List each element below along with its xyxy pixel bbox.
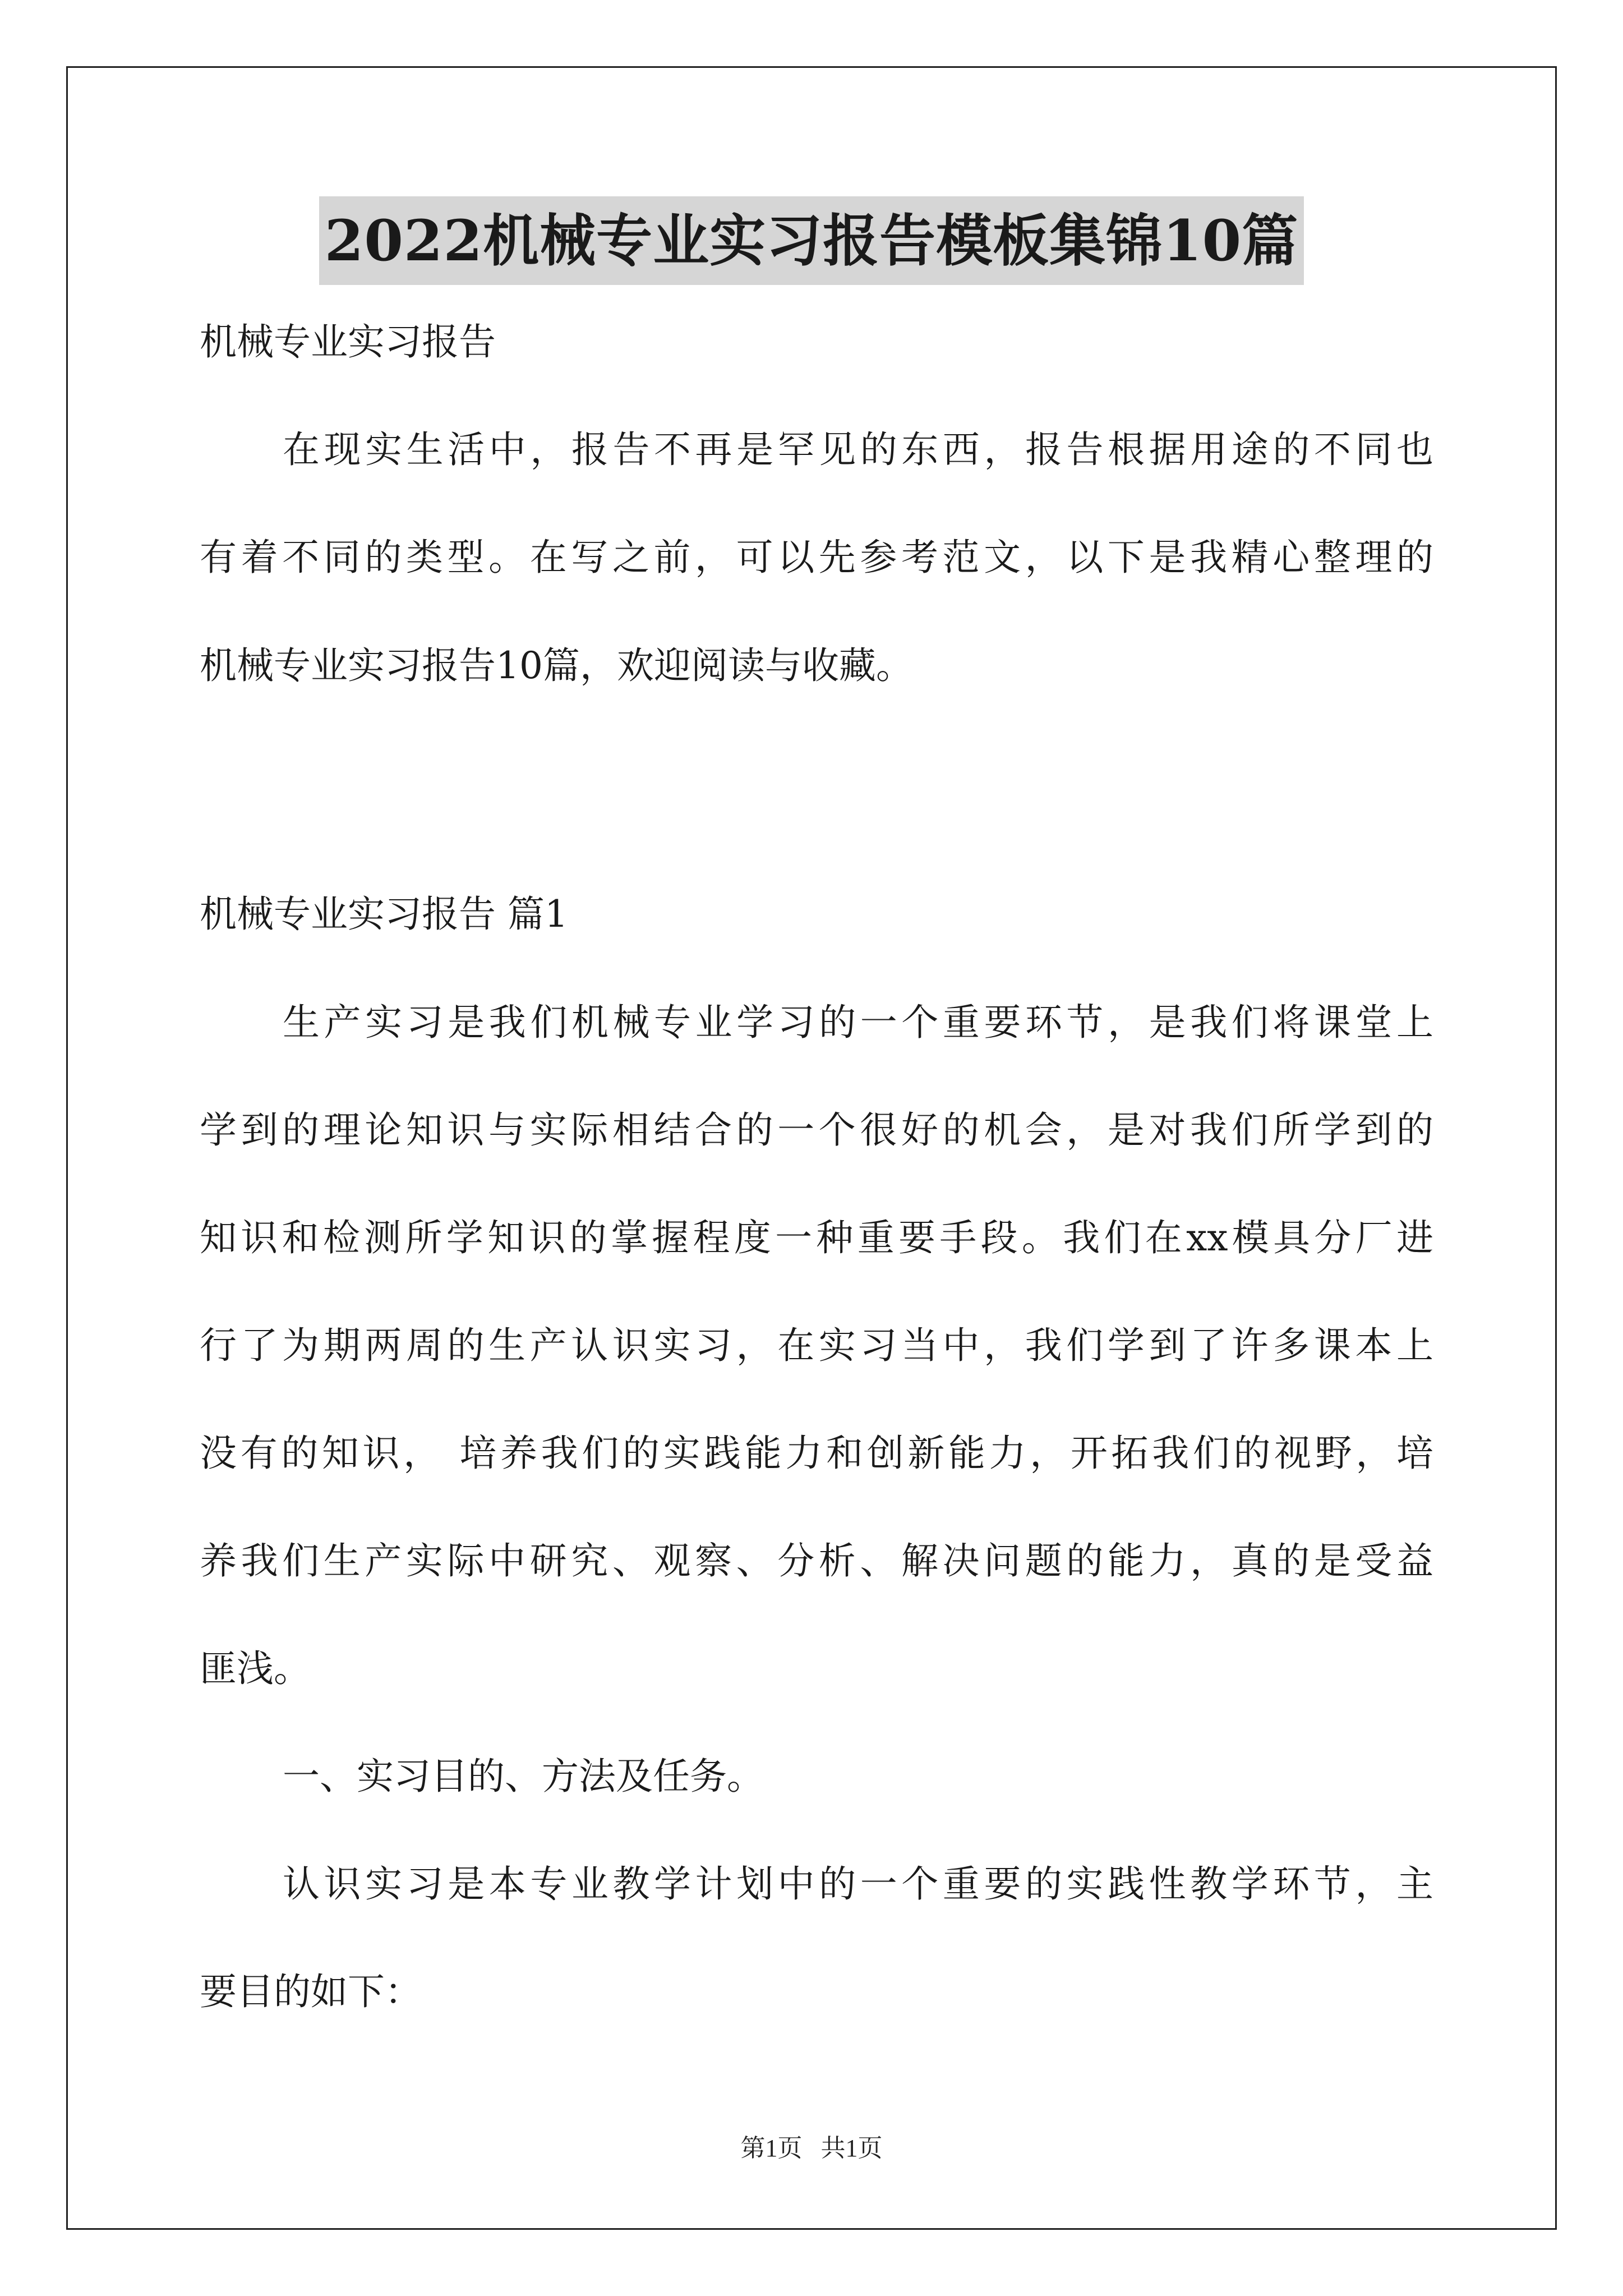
section1-para1-line-2: 学到的理论知识与实际相结合的一个很好的机会，是对我们所学到的 xyxy=(200,1108,1433,1152)
title-container xyxy=(0,196,1623,285)
section1-para1-line-1: 生产实习是我们机械专业学习的一个重要环节，是我们将课堂上 xyxy=(283,1001,1433,1044)
intro-line-2: 有着不同的类型。在写之前，可以先参考范文，以下是我精心整理的 xyxy=(200,536,1433,579)
section1-subheading: 一、实习目的、方法及任务。 xyxy=(283,1755,764,1798)
section1-para1-line-3: 知识和检测所学知识的掌握程度一种重要手段。我们在xx模具分厂进 xyxy=(200,1216,1433,1259)
section1-para1-line-6: 养我们生产实际中研究、观察、分析、解决问题的能力，真的是受益 xyxy=(200,1539,1433,1582)
intro-line-3: 机械专业实习报告10篇，欢迎阅读与收藏。 xyxy=(200,644,913,687)
section1-heading: 机械专业实习报告 篇1 xyxy=(200,892,568,936)
page-footer: 第1页 共1页 xyxy=(740,2134,883,2162)
intro-heading: 机械专业实习报告 xyxy=(200,320,496,364)
section1-para1-line-7: 匪浅。 xyxy=(200,1647,311,1690)
document-title: 2022机械专业实习报告模板集锦10篇 xyxy=(319,196,1304,285)
section1-para2-line-1: 认识实习是本专业教学计划中的一个重要的实践性教学环节，主 xyxy=(283,1862,1433,1906)
intro-line-1: 在现实生活中，报告不再是罕见的东西，报告根据用途的不同也 xyxy=(283,428,1433,471)
section1-para1-line-5: 没有的知识， 培养我们的实践能力和创新能力，开拓我们的视野，培 xyxy=(200,1432,1433,1475)
section1-para2-line-2: 要目的如下： xyxy=(200,1970,422,2013)
section1-para1-line-4: 行了为期两周的生产认识实习，在实习当中，我们学到了许多课本上 xyxy=(200,1324,1433,1367)
